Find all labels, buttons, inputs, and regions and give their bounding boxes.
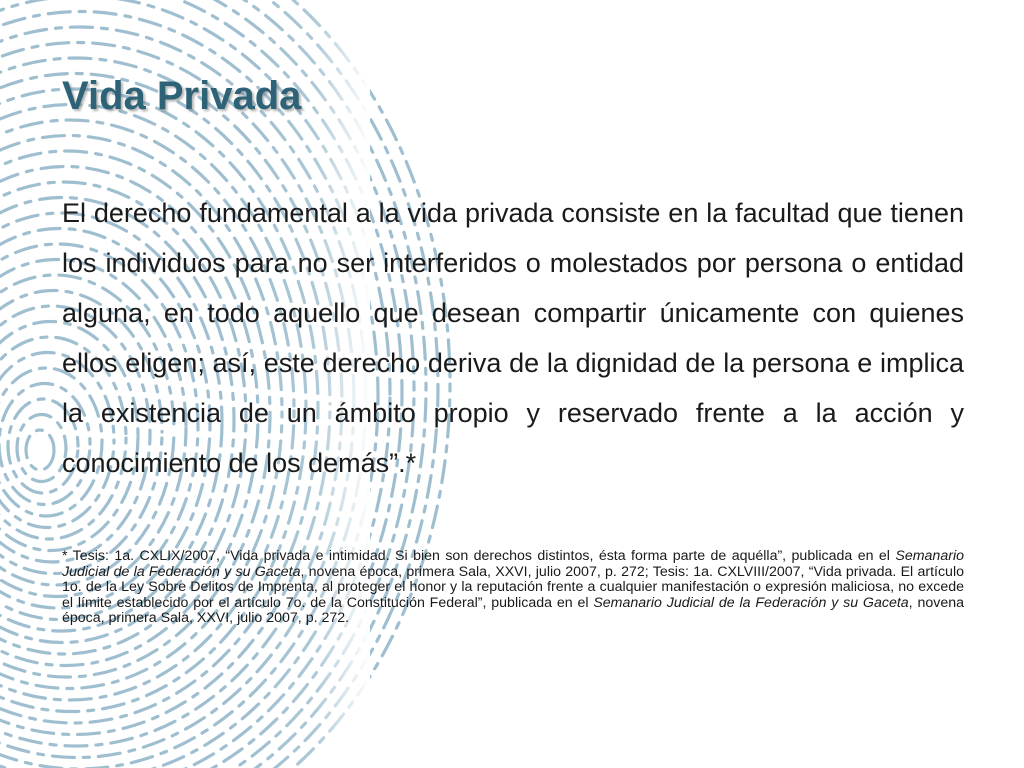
footnote-text-3: , novena época, primera Sala, XXVI, julio 2007, p. 272. (62, 594, 964, 627)
footnote-text-1: * Tesis: 1a. CXLIX/2007, “Vida privada e intimidad. Si bien son derechos distintos, ésta forma parte de aquélla”, publicada en el (62, 548, 896, 564)
fingerprint-ridge (26, 430, 54, 470)
slide-footnote (62, 549, 964, 627)
fingerprint-ridge (17, 415, 66, 482)
footnote-source-1: Semanario Judicial de la Federación y su Gaceta (62, 548, 964, 580)
footnote-text-2: , novena época, primera Sala, XXVI, julio 2007, p. 272; Tesis: 1a. CXLVIII/2007, “Vida privada. El artículo 1o. de la Ley Sobre Delitos de Imprenta, al proteger el honor y la reputación frente a cualquier manifestación o expresión maliciosa, no excede el límite establecido por el artículo 7o. de la Constitución Federal”, publicada en el (62, 563, 964, 611)
slide-body-text: El derecho fundamental a la vida privada consiste en la facultad que tienen los individuos para no ser interferidos o molestados por persona o entidad alguna, en todo aquello que desean compartir únicamente con quienes ellos eligen; así, este derecho deriva de la dignidad de la persona e implica la existencia de un ámbito propio y reservado frente a la acción y conocimiento de los demás”.* (62, 198, 964, 478)
slide-title: Vida Privada (62, 74, 302, 118)
footnote-source-2: Semanario Judicial de la Federación y su Gaceta (593, 594, 909, 611)
